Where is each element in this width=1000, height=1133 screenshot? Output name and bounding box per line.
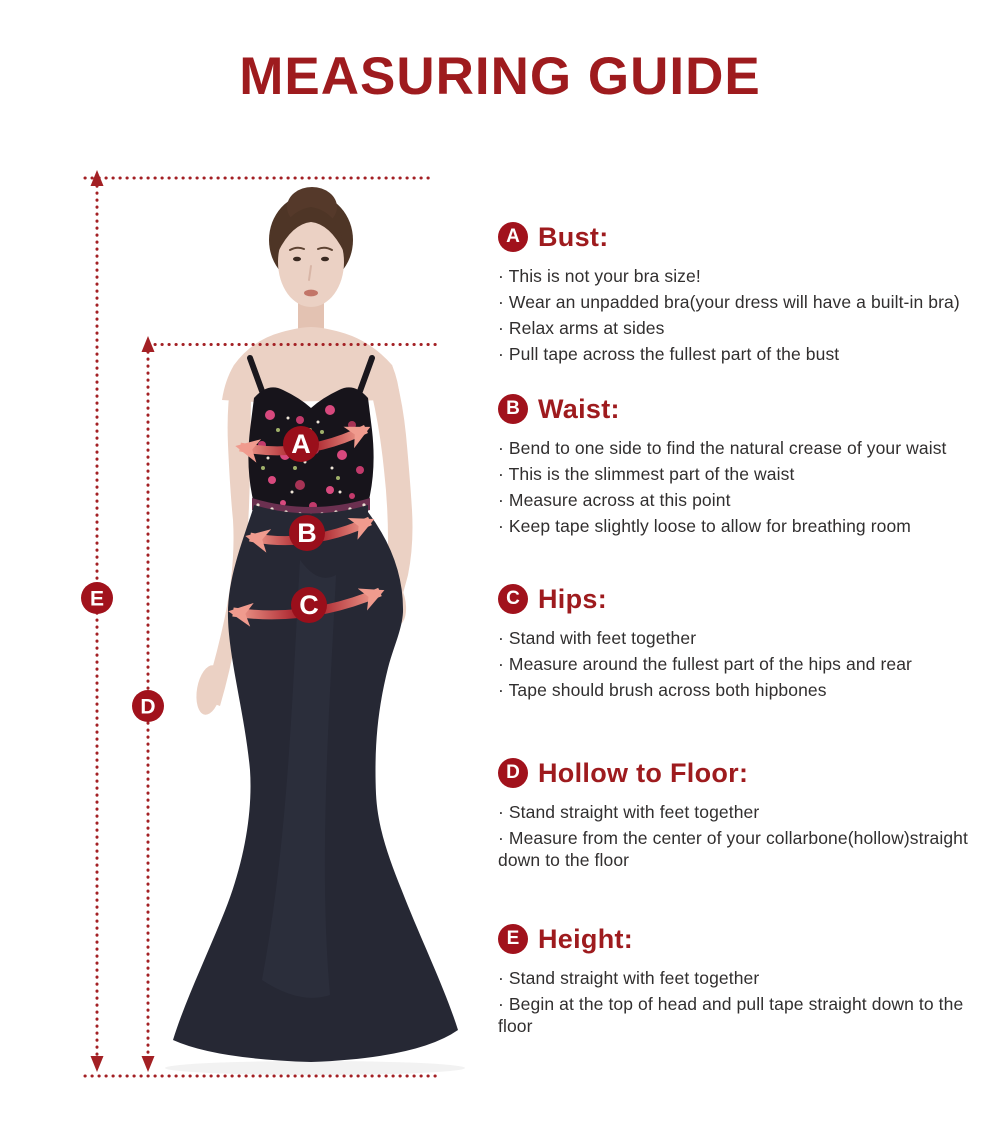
hollow-badge [498,758,528,788]
bullet-line: · Begin at the top of head and pull tape straight down to the floor [498,994,964,1036]
waist-badge [498,394,528,424]
section-header [498,756,998,790]
height-bullets [498,967,998,1037]
hips-badge [498,584,528,614]
bust-badge [498,222,528,252]
bullet-line: · Measure from the center of your collarbone(hollow)straight down to the floor [498,828,968,870]
hips-bullets [498,627,998,701]
waist-heading: Waist: [538,393,620,424]
hips-heading: Hips: [538,583,607,614]
section-header [498,922,998,956]
hollow-heading: Hollow to Floor: [538,757,749,788]
waist-letter: B [297,518,317,548]
section-height [498,922,998,1041]
hips-letter: C [299,590,319,620]
height-badge [498,924,528,954]
height-letter: E [89,587,105,611]
bullet-line: · Pull tape across the fullest part of the bust [498,344,840,364]
hollow-letter: D [140,695,156,719]
section-bust [498,220,998,369]
bullet-line: · This is the slimmest part of the waist [498,464,795,484]
bust-letter: A [291,429,311,459]
model-illustration [0,150,510,1120]
height-heading: Height: [538,923,634,954]
section-header [498,392,998,426]
bullet-line: · Bend to one side to find the natural crease of your waist [498,438,947,458]
bullet-line: · Relax arms at sides [498,318,665,338]
badge-letter: D [506,762,520,783]
bullet-line: · Stand straight with feet together [498,968,760,988]
bullet-line: · Keep tape slightly loose to allow for breathing room [498,516,911,536]
line-badges [81,582,164,722]
page-title: MEASURING GUIDE [239,47,761,106]
bullet-line: · Measure across at this point [498,490,731,510]
section-waist [498,392,998,541]
bullet-line: · Measure around the fullest part of the hips and rear [498,654,912,674]
section-hollow-to-floor [498,756,998,875]
badge-letter: C [506,588,520,609]
bullet-line: · Tape should brush across both hipbones [498,680,827,700]
badge-letter: E [506,928,520,949]
badge-letter: A [506,226,520,247]
bust-bullets [498,265,998,365]
bust-heading: Bust: [538,221,609,252]
bullet-line: · Wear an unpadded bra(your dress will have a built-in bra) [498,292,960,312]
section-header [498,582,998,616]
waist-bullets [498,437,998,537]
model-figure [165,187,465,1075]
bullet-line: · Stand straight with feet together [498,802,760,822]
section-header [498,220,998,254]
badge-letter: B [506,398,520,419]
bullet-line: · Stand with feet together [498,628,697,648]
bullet-line: · This is not your bra size! [498,266,701,286]
measurement-arrowheads [91,170,155,1072]
hollow-bullets [498,801,998,871]
section-hips [498,582,998,705]
